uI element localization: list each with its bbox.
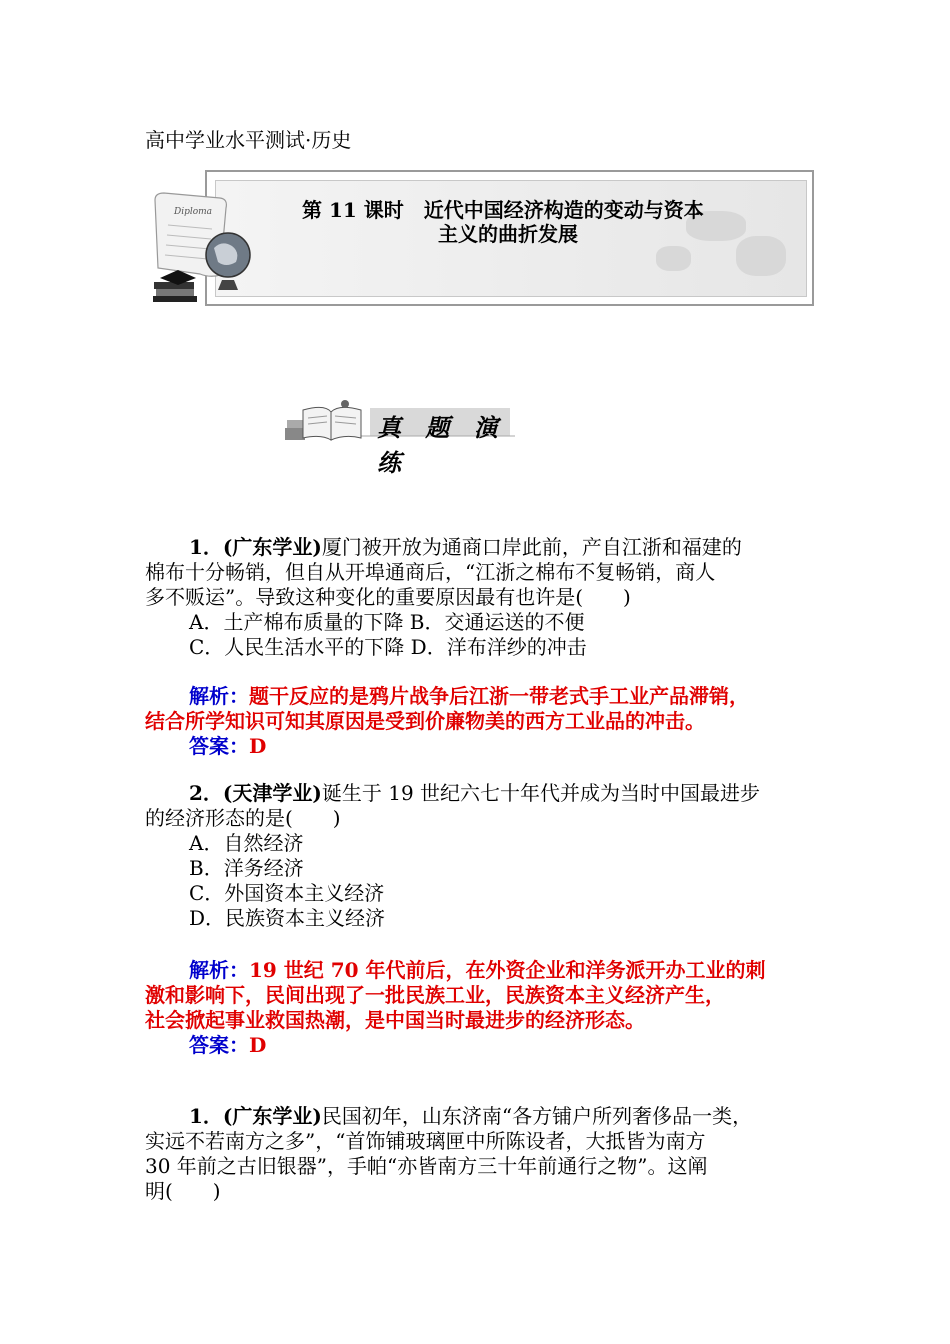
question-source: (广东学业) [222,1104,322,1128]
explanation-text: 结合所学知识可知其原因是受到价廉物美的西方工业品的冲击。 [145,709,705,733]
question-2 [145,781,810,931]
question-number: 1． [189,535,223,559]
explanation-text: 社会掀起事业救国热潮，是中国当时最进步的经济形态。 [145,1008,645,1032]
question-text: 多不贩运”。导致这种变化的重要原因最有也许是( ) [145,585,631,609]
question-text: 实远不若南方之多”，“首饰铺玻璃匣中所陈设者，大抵皆为南方 [145,1129,706,1153]
answer-value: D [249,1033,267,1057]
question-3 [145,1104,810,1204]
world-map-decoration [656,246,691,271]
explanation-label: 解析： [189,684,249,708]
explanation-text: 激和影响下，民间出现了一批民族工业，民族资本主义经济产生， [145,983,725,1007]
question-source: (天津学业) [222,781,322,805]
section-heading-text: 真 题 演 练 [377,413,506,477]
explanation-label: 解析： [189,958,249,982]
option-d: D．民族资本主义经济 [189,906,386,930]
question-text: 明( ) [145,1179,221,1203]
explanation-text: 19 世纪 70 年代前后，在外资企业和洋务派开办工业的刺 [249,958,766,982]
options-cd: C．人民生活水平的下降 D．洋布洋纱的冲击 [189,635,587,659]
options-ab: A．土产棉布质量的下降 B．交通运送的不便 [189,610,585,634]
question-text: 的经济形态的是( ) [145,806,341,830]
world-map-decoration [736,236,786,276]
lesson-title-banner [150,170,815,310]
question-text: 厦门被开放为通商口岸此前，产自江浙和福建的 [321,535,742,559]
section-heading-banner [285,400,515,477]
question-2-explanation [145,958,810,1058]
explanation-text: 题干反应的是鸦片战争后江浙一带老式手工业产品滞销， [249,684,749,708]
diploma-label: Diploma [174,207,213,217]
question-number: 1． [189,1104,223,1128]
lesson-title-line2: 主义的曲折发展 [438,222,578,246]
diploma-globe-icon [150,190,260,305]
question-source: (广东学业) [222,535,322,559]
question-text: 民国初年，山东济南“各方铺户所列奢侈品一类， [321,1104,753,1128]
page-header: 高中学业水平测试·历史 [145,128,352,152]
question-1-line1 [145,535,810,560]
question-text: 诞生于 19 世纪六七十年代并成为当时中国最进步 [321,781,761,805]
question-1 [145,535,810,660]
question-text: 30 年前之古旧银器”，手帕“亦皆南方三十年前通行之物”。这阐 [145,1154,708,1178]
option-b: B．洋务经济 [189,856,304,880]
answer-value: D [249,734,267,758]
question-1-explanation [145,684,810,759]
question-text: 棉布十分畅销，但自从开埠通商后，“江浙之棉布不复畅销，商人 [145,560,716,584]
option-a: A．自然经济 [189,831,304,855]
answer-label: 答案： [189,1033,249,1057]
answer-label: 答案： [189,734,249,758]
lesson-title-line1: 第 11 课时 近代中国经济构造的变动与资本 [302,198,704,222]
option-c: C．外国资本主义经济 [189,881,385,905]
question-number: 2． [189,781,223,805]
